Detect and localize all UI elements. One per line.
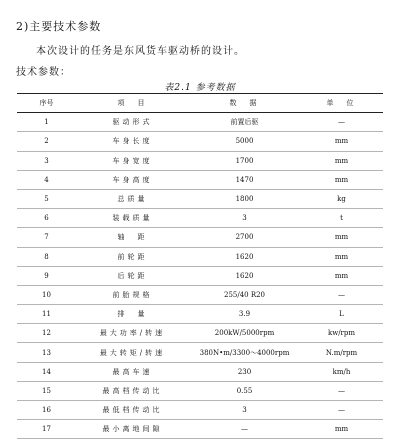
table-row <box>17 343 383 362</box>
table-row <box>17 381 383 400</box>
table-row <box>17 324 383 343</box>
row-unit: mm <box>300 228 383 247</box>
row-index: 17 <box>17 420 76 439</box>
table-row <box>17 113 383 132</box>
row-index: 8 <box>17 247 76 266</box>
row-item: 装载质量 <box>76 209 189 228</box>
row-index: 7 <box>17 228 76 247</box>
row-value: 2700 <box>189 228 300 247</box>
intro-paragraph: 本次设计的任务是东风货车驱动桥的设计。 <box>36 46 245 57</box>
row-value: 380N•m/3300～4000rpm <box>189 343 300 362</box>
row-index: 1 <box>17 113 76 132</box>
header-item: 项 目 <box>76 94 189 113</box>
row-unit: mm <box>300 170 383 189</box>
row-value: 255/40 R20 <box>189 285 300 304</box>
table-row <box>17 151 383 170</box>
row-item: 最高车速 <box>76 362 189 381</box>
row-item: 前胎规格 <box>76 285 189 304</box>
row-value: 5000 <box>189 132 300 151</box>
table-caption: 表2.1 参考数据 <box>164 83 236 93</box>
row-unit: N.m/rpm <box>300 343 383 362</box>
section-title: 2)主要技术参数 <box>16 20 102 33</box>
table-row <box>17 266 383 285</box>
row-index: 5 <box>17 189 76 208</box>
header-index: 序号 <box>17 94 76 113</box>
row-value: 1700 <box>189 151 300 170</box>
row-unit: kw/rpm <box>300 324 383 343</box>
row-item: 前轮距 <box>76 247 189 266</box>
table-row <box>17 420 383 439</box>
row-unit: mm <box>300 151 383 170</box>
table-header-row <box>17 94 383 113</box>
row-item: 最大功率/转速 <box>76 324 189 343</box>
header-unit: 单 位 <box>300 94 383 113</box>
row-unit: mm <box>300 266 383 285</box>
row-unit: mm <box>300 247 383 266</box>
row-item: 车身长度 <box>76 132 189 151</box>
row-index: 12 <box>17 324 76 343</box>
row-index: 15 <box>17 381 76 400</box>
row-unit: mm <box>300 132 383 151</box>
row-item: 后轮距 <box>76 266 189 285</box>
row-value: 200kW/5000rpm <box>189 324 300 343</box>
row-value: 1620 <box>189 247 300 266</box>
row-item: 最高档传动比 <box>76 381 189 400</box>
row-index: 16 <box>17 401 76 420</box>
row-index: 9 <box>17 266 76 285</box>
row-unit: — <box>300 381 383 400</box>
row-value: 1470 <box>189 170 300 189</box>
row-value: — <box>189 420 300 439</box>
row-item: 驱动形式 <box>76 113 189 132</box>
table-row <box>17 285 383 304</box>
row-unit: kg <box>300 189 383 208</box>
row-value: 1620 <box>189 266 300 285</box>
table-row <box>17 228 383 247</box>
row-unit: mm <box>300 420 383 439</box>
row-index: 11 <box>17 305 76 324</box>
row-unit: — <box>300 285 383 304</box>
table-row <box>17 401 383 420</box>
row-unit: km/h <box>300 362 383 381</box>
row-value: 0.55 <box>189 381 300 400</box>
row-value: 3 <box>189 209 300 228</box>
table-row <box>17 132 383 151</box>
row-value: 1800 <box>189 189 300 208</box>
table-row <box>17 170 383 189</box>
row-item: 车身高度 <box>76 170 189 189</box>
table-row <box>17 189 383 208</box>
row-index: 6 <box>17 209 76 228</box>
row-index: 14 <box>17 362 76 381</box>
table-row <box>17 305 383 324</box>
row-index: 2 <box>17 132 76 151</box>
row-item: 最大转矩/转速 <box>76 343 189 362</box>
row-item: 轴 距 <box>76 228 189 247</box>
row-unit: t <box>300 209 383 228</box>
row-value: 3 <box>189 401 300 420</box>
row-item: 最小离地间隙 <box>76 420 189 439</box>
row-index: 10 <box>17 285 76 304</box>
row-index: 3 <box>17 151 76 170</box>
row-unit: — <box>300 113 383 132</box>
row-item: 最低档传动比 <box>76 401 189 420</box>
table-row <box>17 362 383 381</box>
row-item: 车身宽度 <box>76 151 189 170</box>
parameters-table <box>17 93 383 439</box>
row-unit: — <box>300 401 383 420</box>
row-index: 4 <box>17 170 76 189</box>
row-unit: L <box>300 305 383 324</box>
table-row <box>17 247 383 266</box>
row-value: 3.9 <box>189 305 300 324</box>
row-item: 排 量 <box>76 305 189 324</box>
header-value: 数 据 <box>189 94 300 113</box>
row-value: 230 <box>189 362 300 381</box>
row-value: 前置后驱 <box>189 113 300 132</box>
params-label: 技术参数： <box>16 67 71 78</box>
table-row <box>17 209 383 228</box>
row-item: 总质量 <box>76 189 189 208</box>
row-index: 13 <box>17 343 76 362</box>
